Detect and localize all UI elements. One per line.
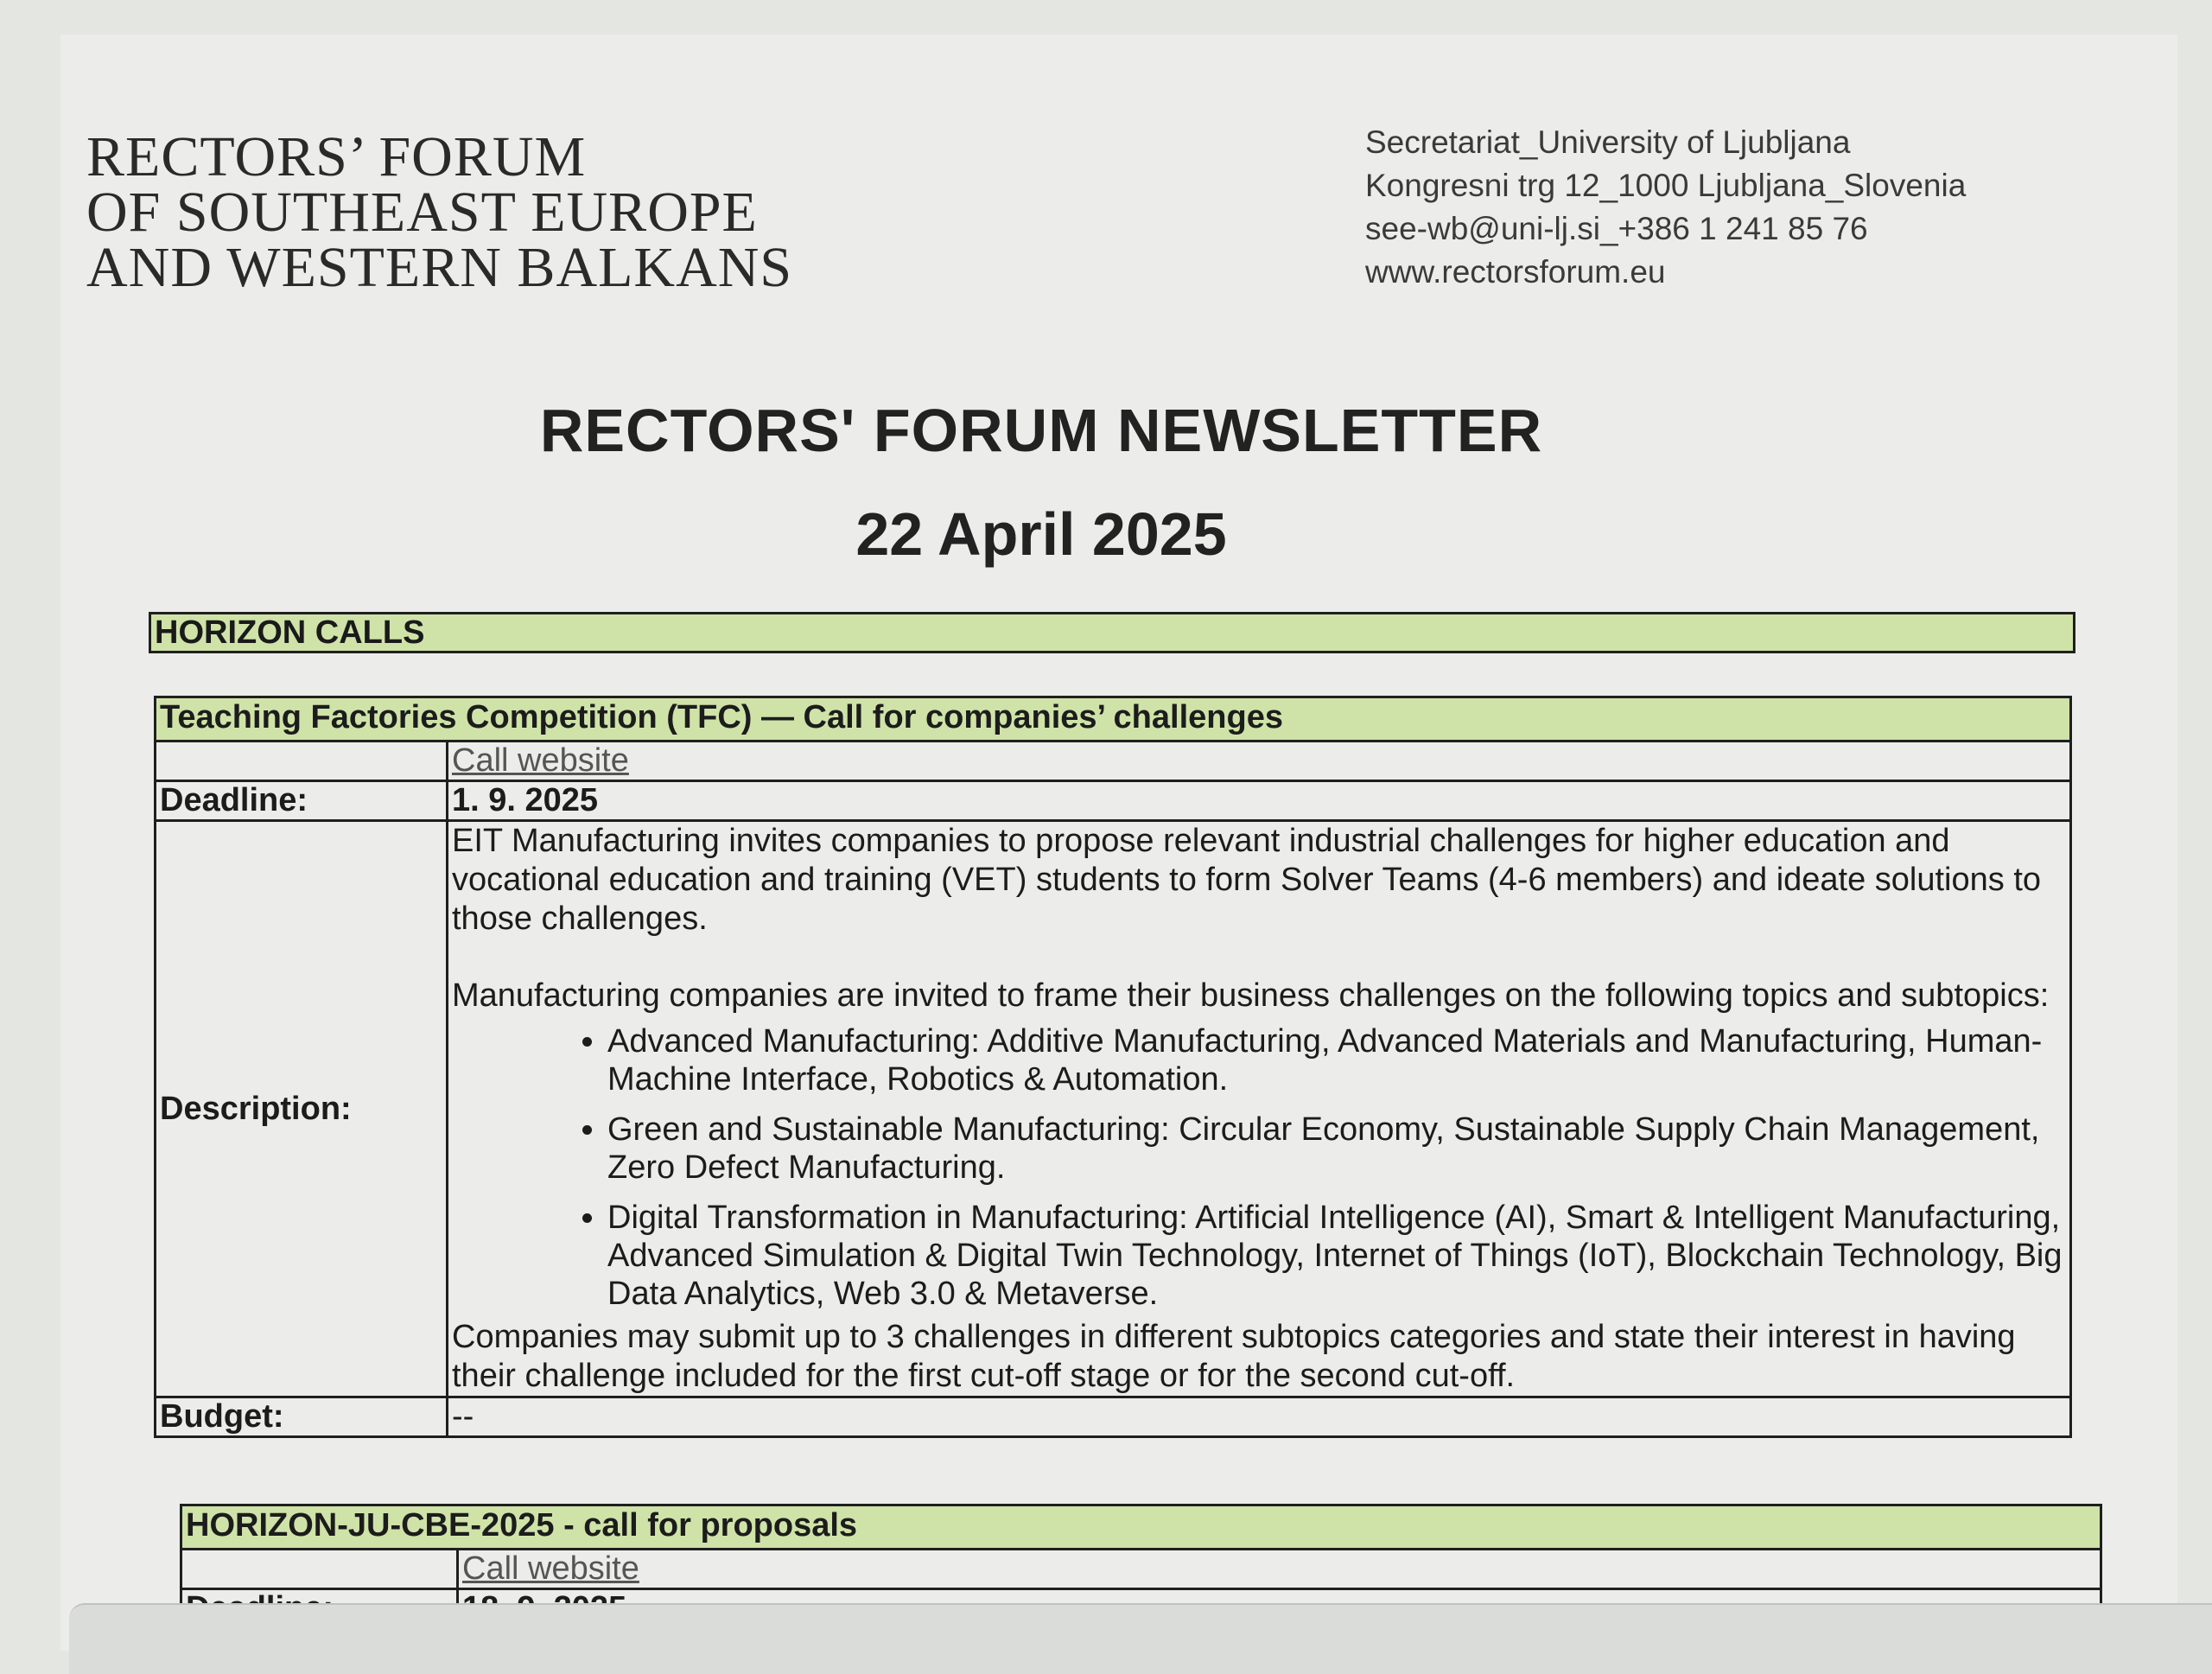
call-link-cell (448, 742, 2071, 781)
newsletter-title: RECTORS' FORUM NEWSLETTER (539, 397, 1543, 464)
description-label: Description: (156, 821, 448, 1397)
call-title: Teaching Factories Competition (TFC) — Call for companies’ challenges (156, 697, 2071, 742)
newsletter-date: 22 April 2025 (855, 500, 1227, 568)
section-header-horizon-calls: HORIZON CALLS (149, 612, 2075, 653)
org-name-line-2: OF SOUTHEAST EUROPE (86, 181, 758, 244)
organization-name (86, 125, 793, 299)
call-title: HORIZON-JU-CBE-2025 - call for proposals (181, 1505, 2101, 1550)
budget-label: Budget: (156, 1397, 448, 1437)
empty-cell (181, 1550, 458, 1589)
empty-cell (156, 742, 448, 781)
topics-list (452, 1022, 2066, 1313)
list-item: • Green and Sustainable Manufacturing: Circular Economy, Sustainable Supply Chain Management, Zero Defect Manufacturing. (607, 1111, 2066, 1187)
contact-secretariat: Secretariat_University of Ljubljana (1365, 124, 1851, 160)
contact-block (1365, 121, 1966, 294)
contact-website[interactable]: www.rectorsforum.eu (1365, 254, 1666, 290)
call-website-link[interactable]: Call website (462, 1550, 639, 1587)
call-link-cell (458, 1550, 2101, 1589)
contact-email-phone[interactable]: see-wb@uni-lj.si_+386 1 241 85 76 (1365, 211, 1868, 246)
contact-address: Kongresni trg 12_1000 Ljubljana_Slovenia (1365, 168, 1967, 203)
list-item: • Advanced Manufacturing: Additive Manufacturing, Advanced Materials and Manufacturing, Human-Machine Interface, Robotics & Automation. (607, 1022, 2066, 1098)
deadline-label: Deadline: (156, 781, 448, 821)
screen-overlay-panel (69, 1603, 2212, 1674)
call-table-tfc (154, 696, 2072, 1438)
list-item: • Digital Transformation in Manufacturing: Artificial Intelligence (AI), Smart & Intelligent Manufacturing, Advanced Simulation & Digital Twin Technology, Internet of Things (IoT), Blockchain Technology, Big Data Analytics, Web 3.0 & Metaverse. (607, 1199, 2066, 1313)
budget-value: -- (448, 1397, 2071, 1437)
deadline-value: 1. 9. 2025 (448, 781, 2071, 821)
description-paragraph: Manufacturing companies are invited to frame their business challenges on the following topics and subtopics: (452, 977, 2050, 1014)
description-cell (448, 821, 2071, 1397)
call-website-link[interactable]: Call website (452, 742, 629, 779)
org-name-line-3: AND WESTERN BALKANS (86, 236, 793, 299)
description-paragraph: EIT Manufacturing invites companies to propose relevant industrial challenges for higher education and vocational education and training (VET) students to form Solver Teams (4-6 members) and ideate solutions to those challenges. (452, 823, 2042, 937)
document-page (60, 35, 2177, 1651)
description-paragraph: Companies may submit up to 3 challenges in different subtopics categories and state their interest in having their challenge included for the first cut-off stage or for the second cut-off. (452, 1319, 2016, 1394)
org-name-line-1: RECTORS’ FORUM (86, 125, 587, 188)
